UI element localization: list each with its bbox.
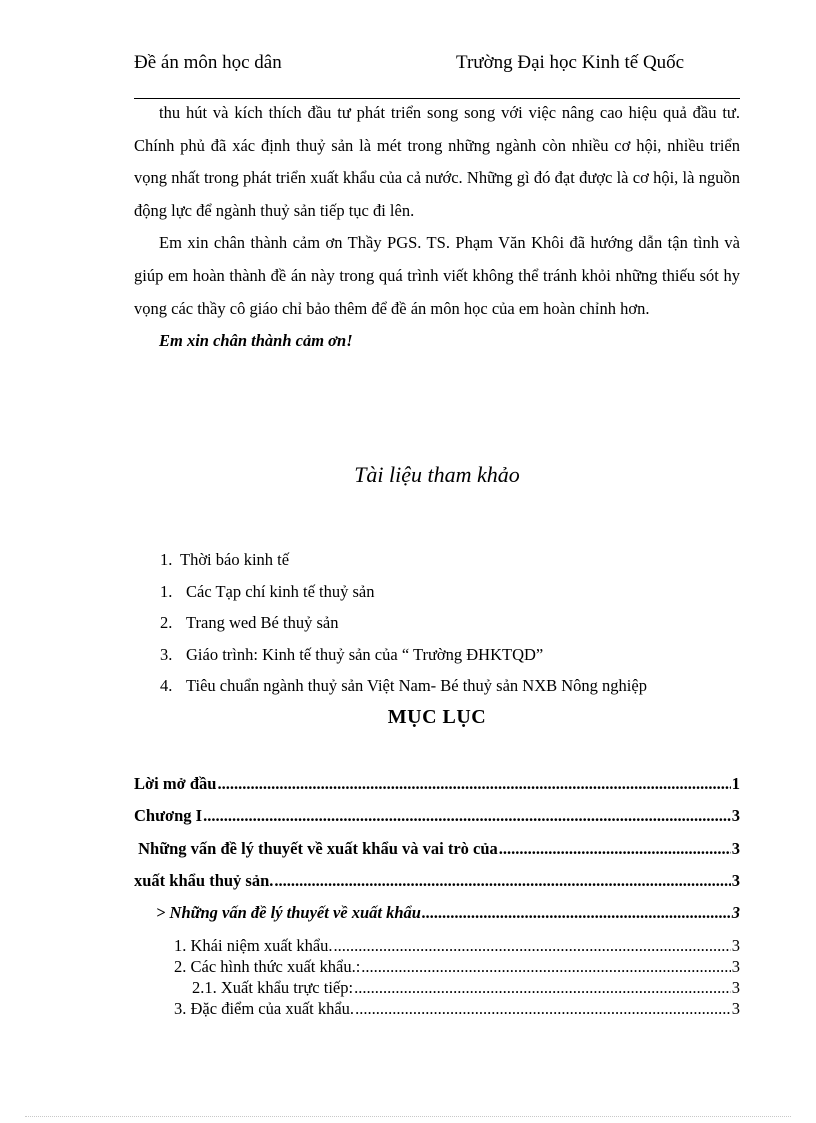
toc-leader xyxy=(354,978,731,998)
toc-page-number: 3 xyxy=(731,978,740,997)
toc-entry[interactable] xyxy=(134,774,740,794)
toc-page-number: 3 xyxy=(731,839,740,858)
page-bottom-divider xyxy=(25,1116,791,1117)
toc-page-number: 3 xyxy=(731,903,740,922)
reference-number: 3. xyxy=(160,644,173,664)
toc-leader xyxy=(355,999,731,1019)
reference-item xyxy=(160,639,647,671)
toc-entry-text: > Những vấn đề lý thuyết về xuất khẩu xyxy=(156,903,421,922)
toc-entry-text: 1. Khái niệm xuất khẩu. xyxy=(174,936,333,955)
toc-entry[interactable] xyxy=(174,999,740,1019)
reference-number: 4. xyxy=(160,676,173,696)
thanks-line: Em xin chân thành cảm ơn! xyxy=(159,331,353,351)
toc-page-number: 3 xyxy=(731,871,740,890)
toc-leader xyxy=(217,774,730,794)
toc-page-number: 3 xyxy=(731,936,740,955)
toc-entry-text: xuất khẩu thuỷ sản. xyxy=(134,871,274,890)
header-right: Trường Đại học Kinh tế Quốc xyxy=(456,52,685,73)
toc-entry-text: Những vấn đề lý thuyết về xuất khẩu và vai trò của xyxy=(134,839,498,858)
toc-entry[interactable] xyxy=(134,839,740,859)
toc-entry[interactable] xyxy=(174,936,740,956)
reference-item xyxy=(160,607,647,639)
paragraph-acknowledgement: Em xin chân thành cảm ơn Thầy PGS. TS. Phạm Văn Khôi đã hướng dẫn tận tình và giúp em hoàn thành đề án này trong quá trình viết không thể tránh khỏi những thiếu sót hy vọng các thầy cô giáo chỉ bảo thêm để đề án môn học của em hoàn chỉnh hơn. xyxy=(134,233,740,318)
toc-page-number: 3 xyxy=(731,957,740,976)
reference-text: Trang wed Bé thuỷ sản xyxy=(186,613,339,633)
paragraph-investment: thu hút và kích thích đầu tư phát triển song song với việc nâng cao hiệu quả đầu tư. Chính phủ đã xác định thuỷ sản là mét trong những ngành còn nhiều cơ hội, nhiều triển vọng nhất trong phát triển xuất khẩu của cả nước. Những gì đó đạt được là cơ hội, là nguồn động lực để ngành thuỷ sản tiếp tục đi lên. xyxy=(134,103,740,220)
toc-page-number: 3 xyxy=(731,806,740,825)
reference-text: Giáo trình: Kinh tế thuỷ sản của “ Trường ĐHKTQD” xyxy=(186,644,544,664)
toc-entry[interactable] xyxy=(156,903,740,923)
toc-leader xyxy=(203,806,731,826)
toc-leader xyxy=(274,871,730,891)
toc-leader xyxy=(361,957,730,977)
toc-page-number: 1 xyxy=(731,774,740,793)
reference-number: 1. xyxy=(160,550,173,569)
references-list xyxy=(160,544,647,702)
references-title: Tài liệu tham khảo xyxy=(354,462,520,487)
toc-entry-text: Chương I xyxy=(134,806,203,825)
toc-entry-text: Lời mở đầu xyxy=(134,774,217,793)
reference-number: 1. xyxy=(160,581,173,601)
reference-text: Các Tạp chí kinh tế thuỷ sản xyxy=(186,581,375,601)
toc-leader xyxy=(499,839,731,859)
toc-page-number: 3 xyxy=(731,999,740,1018)
body-text xyxy=(134,97,740,357)
reference-number: 2. xyxy=(160,613,173,633)
reference-item xyxy=(160,576,647,608)
toc-entry-text: 2.1. Xuất khẩu trực tiếp: xyxy=(192,978,354,997)
toc-leader xyxy=(334,936,731,956)
toc-entry[interactable] xyxy=(192,978,740,998)
toc-title: MỤC LỤC xyxy=(387,706,487,728)
header-left: Đề án môn học dân xyxy=(134,52,282,73)
toc-leader xyxy=(422,903,731,923)
reference-text: Thời báo kinh tế xyxy=(180,550,290,569)
reference-item xyxy=(160,670,647,702)
toc-entry[interactable] xyxy=(134,871,740,891)
toc-entry[interactable] xyxy=(174,957,740,977)
toc-entry-text: 2. Các hình thức xuất khẩu.: xyxy=(174,957,361,976)
reference-text: Tiêu chuẩn ngành thuỷ sản Việt Nam- Bé thuỷ sản NXB Nông nghiệp xyxy=(186,676,647,696)
reference-item xyxy=(160,544,647,576)
toc-entry[interactable] xyxy=(134,806,740,826)
toc-entry-text: 3. Đặc điểm của xuất khẩu. xyxy=(174,999,355,1018)
